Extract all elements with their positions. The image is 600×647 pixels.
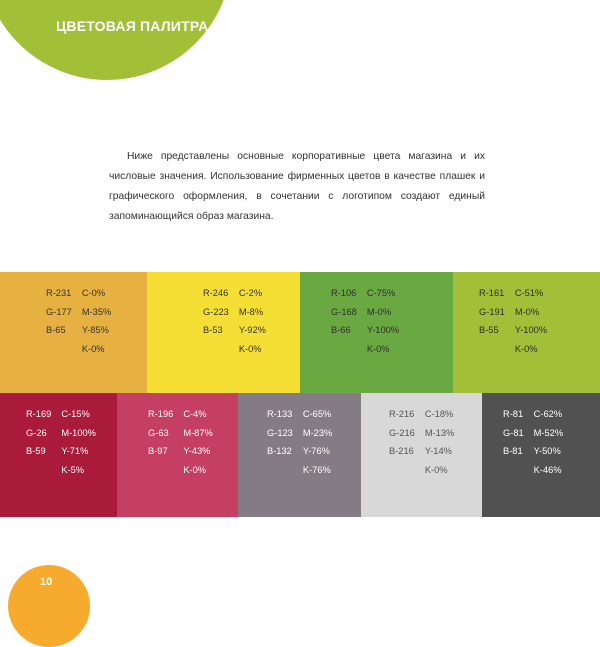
cmyk-values: [425, 405, 454, 479]
cmyk-values: [82, 284, 111, 358]
rgb-value: G-168: [331, 306, 357, 317]
intro-paragraph: Ниже представлены основные корпоративные цвета магазина и их числовые значения. Использование фирменных цветов в качестве плашек и графического оформления, в сочетании с логотипом создают единый запоминающийся образ магазина.: [109, 151, 485, 222]
rgb-value: R-106: [331, 288, 357, 298]
rgb-values: [46, 284, 72, 358]
color-codes: [148, 405, 213, 479]
rgb-value: R-81: [503, 409, 524, 419]
cmyk-value: M-52%: [533, 427, 564, 438]
cmyk-value: C-2%: [238, 288, 263, 298]
cmyk-value: K-46%: [533, 464, 562, 475]
cmyk-value: M-0%: [514, 306, 540, 317]
rgb-value: G-223: [203, 306, 229, 317]
rgb-value: R-133: [267, 409, 293, 419]
rgb-value: B-59: [26, 446, 46, 456]
rgb-value: G-26: [26, 427, 47, 438]
rgb-values: [331, 284, 357, 358]
color-codes: [267, 405, 332, 479]
rgb-value: R-196: [148, 409, 174, 419]
rgb-value: B-132: [267, 446, 292, 456]
cmyk-value: K-76%: [302, 464, 331, 475]
cmyk-value: K-0%: [183, 464, 207, 475]
cmyk-value: Y-92%: [238, 325, 266, 335]
rgb-value: R-169: [26, 409, 52, 419]
header-circle: [0, 0, 232, 80]
rgb-value: B-66: [331, 325, 351, 335]
cmyk-value: M-8%: [238, 306, 264, 317]
cmyk-value: K-0%: [81, 343, 105, 354]
cmyk-values: [183, 405, 212, 479]
rgb-values: [26, 405, 51, 479]
page-title: ЦВЕТОВАЯ ПАЛИТРА: [56, 18, 209, 34]
rgb-value: B-216: [389, 446, 414, 456]
rgb-values: [503, 405, 524, 479]
color-codes: [203, 284, 266, 358]
cmyk-value: K-0%: [238, 343, 262, 354]
rgb-values: [148, 405, 173, 479]
cmyk-value: C-65%: [302, 409, 332, 419]
cmyk-value: M-100%: [61, 427, 96, 438]
color-codes: [503, 405, 563, 479]
cmyk-value: Y-43%: [183, 446, 211, 456]
color-codes: [479, 284, 547, 358]
cmyk-value: C-15%: [61, 409, 90, 419]
rgb-value: R-246: [203, 288, 229, 298]
rgb-values: [203, 284, 229, 358]
rgb-value: G-216: [389, 427, 415, 438]
cmyk-value: C-51%: [514, 288, 544, 298]
rgb-value: G-123: [267, 427, 293, 438]
rgb-value: B-97: [148, 446, 168, 456]
rgb-values: [267, 405, 293, 479]
cmyk-value: C-0%: [81, 288, 106, 298]
cmyk-value: M-23%: [302, 427, 333, 438]
cmyk-value: K-0%: [366, 343, 390, 354]
cmyk-values: [367, 284, 399, 358]
rgb-values: [479, 284, 505, 358]
color-codes: [389, 405, 454, 479]
cmyk-value: C-18%: [424, 409, 454, 419]
cmyk-value: M-13%: [424, 427, 455, 438]
rgb-value: B-81: [503, 446, 523, 456]
rgb-value: B-65: [46, 325, 66, 335]
cmyk-value: Y-100%: [366, 325, 400, 335]
rgb-value: R-161: [479, 288, 505, 298]
rgb-value: G-177: [46, 306, 72, 317]
rgb-value: R-216: [389, 409, 415, 419]
page-number: 10: [40, 576, 53, 588]
cmyk-values: [534, 405, 563, 479]
cmyk-value: C-75%: [366, 288, 396, 298]
rgb-value: B-53: [203, 325, 223, 335]
rgb-value: G-191: [479, 306, 505, 317]
cmyk-value: M-0%: [366, 306, 392, 317]
rgb-value: G-81: [503, 427, 524, 438]
rgb-value: B-55: [479, 325, 499, 335]
cmyk-value: K-5%: [61, 464, 85, 475]
rgb-value: R-231: [46, 288, 72, 298]
cmyk-value: M-87%: [183, 427, 213, 438]
cmyk-value: Y-85%: [81, 325, 109, 335]
cmyk-value: C-62%: [533, 409, 563, 419]
rgb-values: [389, 405, 415, 479]
cmyk-values: [61, 405, 96, 479]
cmyk-value: K-0%: [514, 343, 538, 354]
cmyk-value: Y-100%: [514, 325, 548, 335]
color-codes: [46, 284, 111, 358]
color-codes: [331, 284, 399, 358]
cmyk-value: Y-76%: [302, 446, 330, 456]
cmyk-value: Y-14%: [424, 446, 452, 456]
cmyk-value: C-4%: [183, 409, 207, 419]
cmyk-value: K-0%: [424, 464, 448, 475]
cmyk-values: [515, 284, 547, 358]
color-codes: [26, 405, 96, 479]
cmyk-values: [303, 405, 332, 479]
cmyk-value: Y-71%: [61, 446, 89, 456]
cmyk-value: M-35%: [81, 306, 112, 317]
cmyk-value: Y-50%: [533, 446, 561, 456]
rgb-value: G-63: [148, 427, 169, 438]
cmyk-values: [239, 284, 266, 358]
